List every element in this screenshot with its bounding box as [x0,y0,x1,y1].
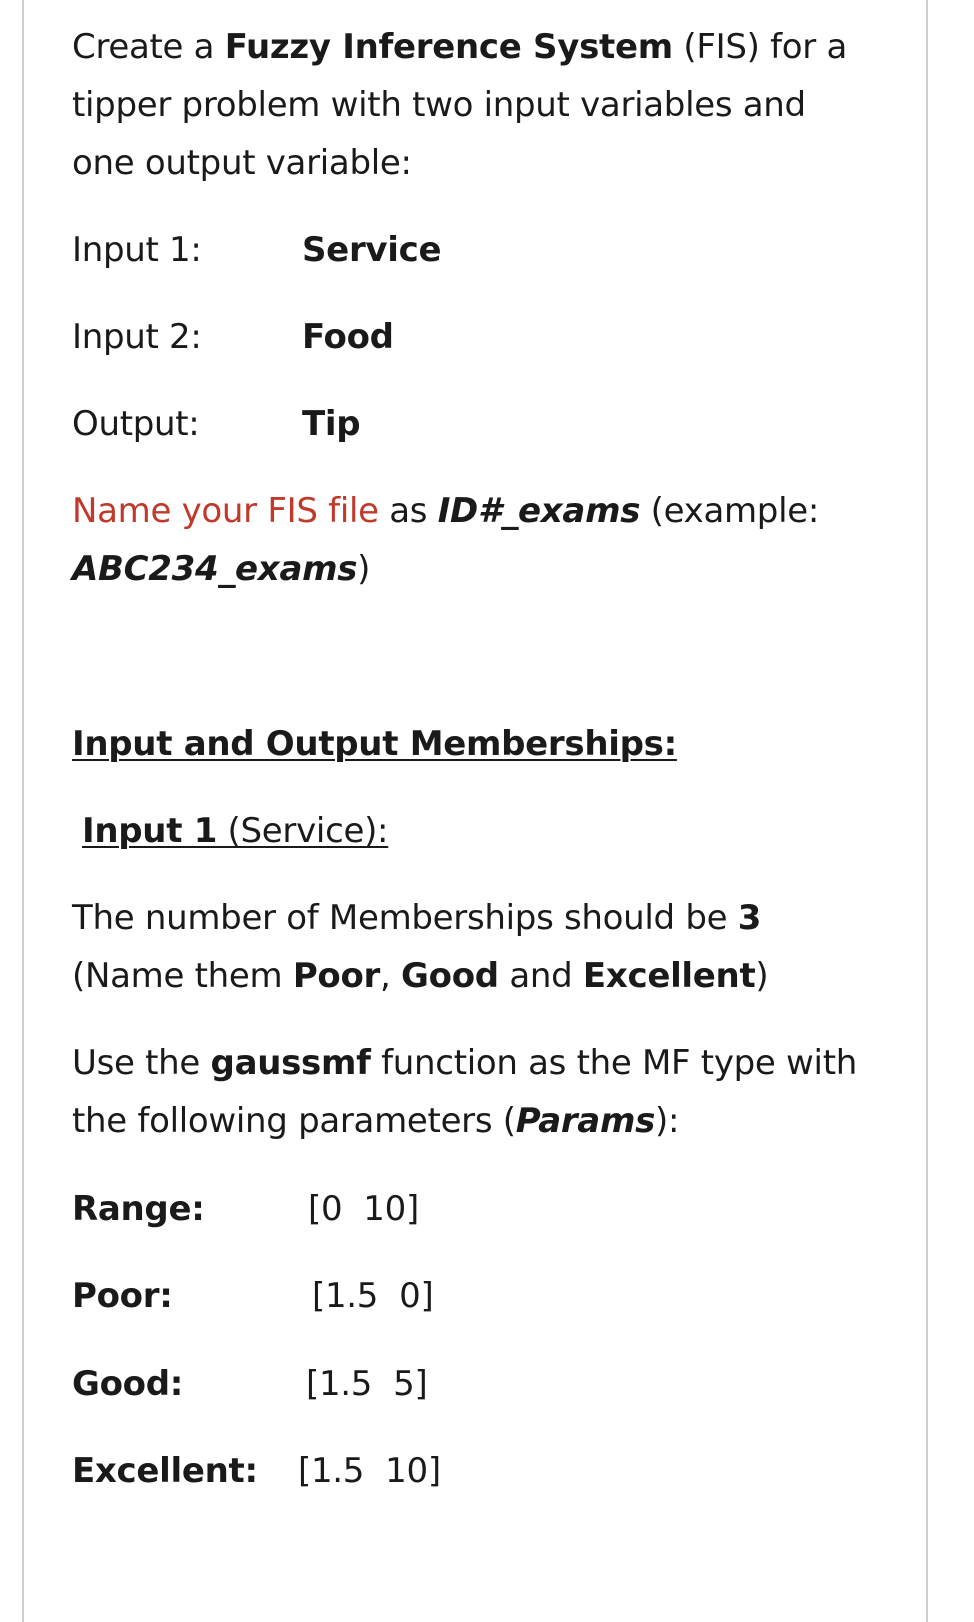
param-label: Range: [72,1189,205,1229]
membership-excellent: Excellent [582,956,756,996]
gaussmf-text: ): [655,1101,680,1141]
params-term: Params [515,1101,656,1141]
intro-line-1 [72,18,912,76]
subheading-bold: Input 1 [82,811,218,851]
memberships-text: The number of Memberships should be [72,898,738,938]
intro-line-3: one output variable: [72,143,412,183]
variable-value: Service [302,230,442,270]
param-value-poor: [1.5 0] [312,1276,434,1316]
variable-value-input2 [302,308,394,366]
variable-value-output [302,395,360,453]
memberships-paragraph [72,889,912,1005]
variable-value: Tip [302,404,361,444]
param-label-good [72,1355,183,1413]
intro-paragraph [72,18,912,192]
intro-line-2: tipper problem with two input variables and [72,85,806,125]
intro-text: Create a [72,27,225,67]
file-name-example: ABC234_exams [72,549,358,589]
gaussmf-text: Use the [72,1043,211,1083]
param-value-excellent: [1.5 10] [298,1451,441,1491]
gaussmf-paragraph [72,1034,912,1150]
memberships-text: ) [755,956,769,996]
param-value-range: [0 10] [308,1189,419,1229]
param-label: Poor: [72,1276,173,1316]
file-name-pattern: ID#_exams [437,491,641,531]
gaussmf-line-1 [72,1034,912,1092]
variable-row-output [72,395,199,453]
variable-label: Input 1: [72,230,202,270]
memberships-text: (Name them [72,956,293,996]
input1-subheading [82,802,388,860]
variable-label: Output: [72,404,200,444]
variable-row-input1 [72,221,202,279]
param-value-good: [1.5 5] [306,1364,428,1404]
gaussmf-text: function as the MF type with [370,1043,857,1083]
naming-red-text: Name your FIS file [72,491,379,531]
memberships-text: , [380,956,402,996]
naming-text: as [378,491,438,531]
naming-line-2 [72,540,912,598]
subheading-rest: (Service): [217,811,389,851]
naming-text: ) [357,549,371,589]
variable-label: Input 2: [72,317,202,357]
gaussmf-text: the following parameters ( [72,1101,516,1141]
gaussmf-line-2 [72,1092,912,1150]
membership-good: Good [401,956,499,996]
variable-value-input1 [302,221,441,279]
param-label-excellent [72,1442,258,1500]
gaussmf-function: gaussmf [210,1043,371,1083]
variable-row-input2 [72,308,202,366]
intro-text: (FIS) for a [672,27,847,67]
memberships-text: and [498,956,583,996]
naming-paragraph [72,482,912,598]
naming-text: (example: [640,491,820,531]
memberships-line-2 [72,947,912,1005]
memberships-line-1 [72,889,912,947]
section-heading [72,715,677,773]
variable-value: Food [302,317,394,357]
naming-line-1 [72,482,912,540]
section-heading-text: Input and Output Memberships: [72,724,677,764]
param-label: Excellent: [72,1451,258,1491]
param-label-range [72,1180,205,1238]
membership-poor: Poor [292,956,381,996]
fis-term: Fuzzy Inference System [224,27,673,67]
membership-count: 3 [737,898,762,938]
param-label-poor [72,1267,173,1325]
param-label: Good: [72,1364,184,1404]
